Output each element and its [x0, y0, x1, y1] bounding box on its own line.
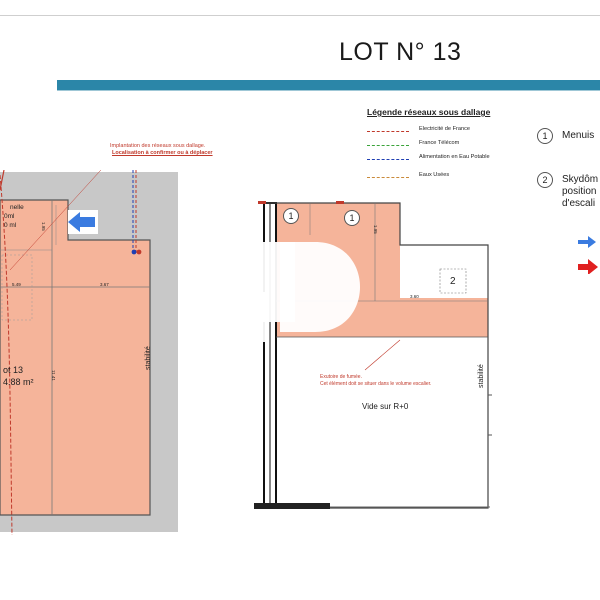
- dimension-label: 1.95: [373, 225, 378, 234]
- lot-floor-area: [0, 200, 150, 515]
- accent-bar: [57, 80, 600, 90]
- legend-label: France Télécom: [419, 140, 460, 146]
- note-number-1: 1: [537, 128, 553, 144]
- watermark-logo: [225, 232, 375, 342]
- legend-line-electricity: [367, 131, 409, 132]
- void-label: Vide sur R+0: [362, 402, 409, 411]
- dimension-label: 11.41: [51, 370, 56, 381]
- stability-label-right: stabilité: [478, 364, 485, 388]
- note-1: [537, 128, 600, 146]
- lot-area: 4.88 m²: [3, 377, 34, 387]
- top-divider: [0, 15, 600, 16]
- note-1-text: Menuis: [562, 130, 595, 141]
- legend-label: Eaux Usées: [419, 172, 450, 178]
- left-label-partial: 0ml: [4, 213, 15, 220]
- accent-bar-shadow: [57, 90, 600, 91]
- dimension-label: 5.49: [12, 282, 21, 287]
- dimension-label: 3.60: [410, 294, 419, 299]
- legend-item: [367, 171, 527, 183]
- left-floor-plan: [0, 170, 180, 535]
- left-label-partial: 0 ml: [4, 222, 17, 229]
- legend-item: [367, 139, 527, 151]
- stability-label-left: stabilité: [145, 346, 152, 370]
- marker-1-left: 1: [283, 208, 299, 224]
- legend-line-wastewater: [367, 177, 409, 178]
- smoke-note-line-2: Cet élément doit se situer dans le volume escalier.: [320, 381, 432, 387]
- legend-label: Alimentation en Eau Potable: [419, 154, 490, 160]
- note-2-line: Skydôm: [562, 174, 599, 185]
- page-title: LOT N° 13: [339, 38, 462, 66]
- left-label-partial: nelle: [10, 204, 24, 211]
- dimension-label: 3.67: [100, 282, 109, 287]
- marker-1-right: 1: [344, 210, 360, 226]
- network-annotation-line-2: Localisation à confirmer ou à déplacer: [112, 150, 213, 156]
- legend-item: [367, 125, 527, 137]
- dimension-label: 1.95: [41, 222, 46, 231]
- marker-2: 2: [450, 276, 456, 287]
- note-2-line: d'escali: [562, 198, 596, 209]
- legend-line-water: [367, 159, 409, 160]
- blue-arrow-icon: [578, 236, 596, 248]
- legend-label: Electricité de France: [419, 126, 470, 132]
- lot-label: ot 13: [3, 365, 24, 375]
- legend-line-telecom: [367, 145, 409, 146]
- arrow-key-icons: [576, 234, 600, 274]
- network-annotation-line-1: Implantation des réseaux sous dallage.: [110, 143, 206, 149]
- note-2-line: position: [562, 186, 597, 197]
- red-arrow-icon: [578, 259, 598, 274]
- legend-item: [367, 153, 527, 165]
- legend-title: Légende réseaux sous dallage: [367, 107, 491, 117]
- note-number-2: 2: [537, 172, 553, 188]
- smoke-note-line-1: Exutoire de fumée.: [320, 374, 362, 380]
- note-2: [537, 172, 600, 212]
